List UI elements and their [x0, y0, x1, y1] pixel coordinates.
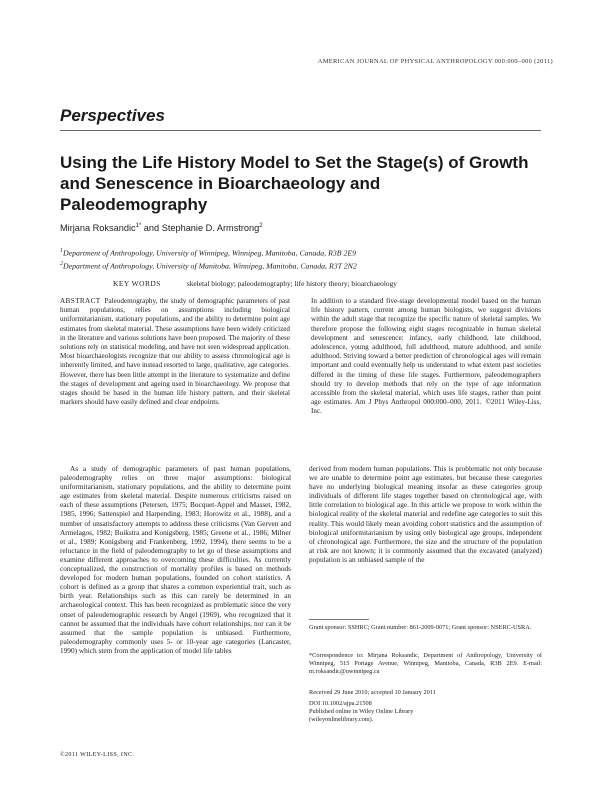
abstract-left-column [60, 297, 290, 407]
affiliation-superscript: 2 [60, 260, 63, 267]
footnote-publication [309, 700, 542, 725]
keywords [113, 279, 397, 288]
footnote-published: Published online in Wiley Online Library [309, 708, 414, 716]
abstract-copyright: ©2011 Wiley-Liss, Inc. [311, 398, 542, 416]
section-rule [60, 130, 541, 131]
author-name: Mirjana Roksandic [60, 223, 136, 234]
author-superscript: 1* [135, 223, 142, 229]
footnote-grant: Grant sponsor: SSHRC; Grant number: 861-2009-0071; Grant sponsor: NSERC-USRA. [309, 624, 532, 631]
footnote-correspondence: *Correspondence to: Mirjana Roksandic, Department of Anthropology, University of Winnipeg, 515 Portage Avenue, Winnipeg, Manitoba, Canada, R3B 2E9. E-mail: m.roksandic@uwinnipeg.ca [309, 652, 542, 676]
page-footer: ©2011 WILEY-LISS, INC. [60, 752, 135, 758]
affiliation [60, 246, 357, 259]
author-line [60, 223, 263, 233]
affiliations [60, 246, 357, 271]
abstract-text: In addition to a standard five-stage developmental model based on the human life history pattern, current among human biologists, we suggest divisions within the adult stage that recognize the specific nature of skeletal samples. We therefore propose the following eight stages recognizable in human skeletal development and senescence: infancy, early childhood, late childhood, adolescence, young adulthood, full adulthood, mature adulthood, and senile adulthood. Striving toward a better prediction of chronological ages will remain important and could eventually help us understand to what extent past societies differed in the timing of these life stages. Furthermore, paleodemographers should try to develop methods that rely on the type of age information accessible from the skeletal material, which uses life stages, rather than point age estimates. Am J Phys Anthropol 000:000–000, 2011. [311, 297, 541, 407]
affiliation-superscript: 1 [60, 248, 63, 254]
abstract-text: Paleodemography, the study of demographic parameters of past human populations, relies on assumptions including biological uniformitarianism, stationary populations, and the ability to determine point age estimates from skeletal material. These assumptions have been widely criticized in the literature and various solutions have been proposed. The majority of these solutions rely on statistical modeling, and have not seen widespread application. Most bioarchaeologists recognize that our ability to assess chronological age is inherently limited, and have instead resorted to large, qualitative, age categories. However, there has been little attempt in the literature to systematize and define the stages of development and ageing used in bioarchaeology. We propose that stages should be based in the human life history pattern, and their skeletal markers should have easily defined and clear endpoints. [60, 297, 290, 407]
footnote-rule [309, 619, 369, 620]
article-title: Using the Life History Model to Set the Stage(s) of Growth and Senescence in Bioarchaeology and Paleodemography [60, 153, 529, 214]
body-paragraph: derived from modern human populations. This is problematic not only because we are unable to determine point age estimates, but because these categories have no underlying biological meaning insofar as these categories group individuals of different life stages together based on chronological age, with little correlation to biological age. In this article we propose to work within the biological reality of the skeletal material and redefine age categories to suit this reality. This would likely mean avoiding cohort statistics and the assumption of biological uniformitarianism by using only biological age groups, independent of chronological age. Furthermore, the size and the structure of the population at risk are not known; it is commonly assumed that the excavated (analyzed) population is an unbiased sample of the [309, 464, 542, 564]
body-left-column [60, 464, 291, 655]
footnote-doi: DOI 10.1002/ajpa.21508 [309, 700, 372, 707]
keywords-label: KEY WORDS [113, 279, 161, 288]
author-superscript: 2 [259, 223, 263, 229]
abstract-label: ABSTRACT [60, 297, 101, 305]
body-paragraph: As a study of demographic parameters of past human populations, paleodemography relies on three major assumptions: biological uniformitarianism, stationary populations, and the ability to determine point age estimates from skeletal material. Despite numerous criticisms raised on each of these assumptions (Petersen, 1975; Bocquet-Appel and Masset, 1982, 1985, 1996; Sattenspiel and Harpending, 1983; Horowitz et al., 1988), and a number of unsatisfactory attempts to address these criticisms (Van Gerven and Armelagos, 1982; Buikstra and Konigsberg, 1985; Greene et al., 1986; Milner et al., 1989; Konigsberg and Frankenberg, 1992, 1994), there seems to be a reluctance in the field of paleodemography to let go of these assumptions and examine different approaches to overcoming these difficulties. As currently conceptualized, the construction of mortality profiles is based on methods developed for modern human populations, founded on cohort statistics. A cohort is defined as a group that shares a common experiential trait, such as birth year. Relationships such as this can rarely be determined in an archaeological context. This has been recognized as problematic since the very onset of paleodemographic research by Angel (1969), who recognized that it cannot be assumed that the individuals have cohort relationships, nor can it be assumed that the sample population is unbiased. Furthermore, paleodemography commonly uses 5- or 10-year age categories (Lancaster, 1990) which stem from the application of model life tables [60, 464, 291, 655]
affiliation-text: Department of Anthropology, University of Winnipeg, Winnipeg, Manitoba, Canada, R3B 2E9 [63, 248, 357, 258]
abstract-right-column [311, 297, 541, 417]
footnote-received: Received 29 June 2010; accepted 10 January 2011 [309, 689, 436, 696]
keywords-text: skeletal biology; paleodemography; life history theory; bioarchaeology [186, 279, 397, 288]
affiliation-text: Department of Anthropology, University of Manitoba, Winnipeg, Manitoba, Canada, R3T 2N2 [63, 261, 357, 271]
author-name: Stephanie D. Armstrong [161, 223, 260, 234]
affiliation [60, 259, 357, 272]
section-label: Perspectives [60, 106, 165, 125]
body-right-column [309, 464, 542, 564]
author-conjunction: and [141, 223, 162, 234]
journal-header: AMERICAN JOURNAL OF PHYSICAL ANTHROPOLOGY 000:000–000 (2011) [317, 58, 553, 65]
footnote-published-url: (wileyonlinelibrary.com). [309, 716, 374, 724]
